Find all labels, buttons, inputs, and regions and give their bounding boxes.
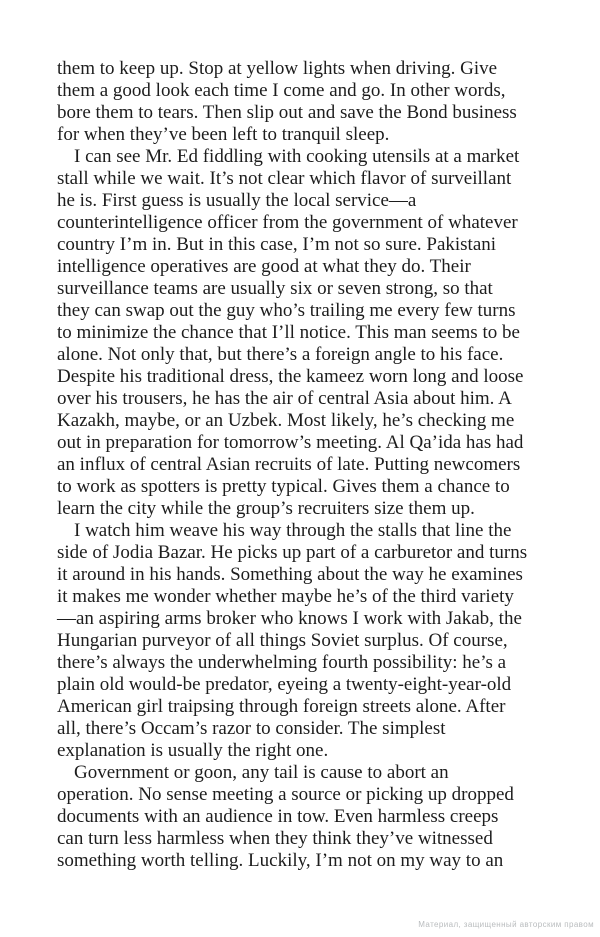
text-line: them a good look each time I come and go. In other words, xyxy=(57,80,506,101)
text-line: out in preparation for tomorrow’s meeting. Al Qa’ida has had xyxy=(57,432,524,453)
text-line: counterintelligence officer from the government of whatever xyxy=(57,212,518,233)
text-line: he is. First guess is usually the local service—a xyxy=(57,190,417,211)
text-line: Despite his traditional dress, the kameez worn long and loose xyxy=(57,366,524,387)
text-line: intelligence operatives are good at what they do. Their xyxy=(57,256,471,277)
text-line: plain old would-be predator, eyeing a twenty-eight-year-old xyxy=(57,674,512,695)
text-line: can turn less harmless when they think they’ve witnessed xyxy=(57,828,493,849)
text-line: alone. Not only that, but there’s a foreign angle to his face. xyxy=(57,344,504,365)
text-line: I can see Mr. Ed fiddling with cooking utensils at a market xyxy=(74,146,520,167)
text-line: there’s always the underwhelming fourth possibility: he’s a xyxy=(57,652,507,673)
text-line: over his trousers, he has the air of central Asia about him. A xyxy=(57,388,512,409)
text-line: something worth telling. Luckily, I’m not on my way to an xyxy=(57,850,504,871)
text-line: learn the city while the group’s recruiters size them up. xyxy=(57,498,475,519)
text-line: to work as spotters is pretty typical. Gives them a chance to xyxy=(57,476,510,497)
text-line: American girl traipsing through foreign streets alone. After xyxy=(57,696,506,717)
text-line: to minimize the chance that I’ll notice. This man seems to be xyxy=(57,322,520,343)
text-line: surveillance teams are usually six or seven strong, so that xyxy=(57,278,493,299)
text-line: —an aspiring arms broker who knows I work with Jakab, the xyxy=(57,608,522,629)
text-line: explanation is usually the right one. xyxy=(57,740,329,761)
text-line: Government or goon, any tail is cause to abort an xyxy=(74,762,449,783)
copyright-watermark: Материал, защищенный авторским правом xyxy=(418,920,594,929)
text-line: they can swap out the guy who’s trailing me every few turns xyxy=(57,300,516,321)
text-line: side of Jodia Bazar. He picks up part of a carburetor and turns xyxy=(57,542,528,563)
text-line: it makes me wonder whether maybe he’s of the third variety xyxy=(57,586,514,607)
text-line: operation. No sense meeting a source or picking up dropped xyxy=(57,784,514,805)
text-line: I watch him weave his way through the stalls that line the xyxy=(74,520,512,541)
text-line: an influx of central Asian recruits of late. Putting newcomers xyxy=(57,454,521,475)
text-line: Hungarian purveyor of all things Soviet surplus. Of course, xyxy=(57,630,508,651)
text-line: it around in his hands. Something about the way he examines xyxy=(57,564,523,585)
text-line: all, there’s Occam’s razor to consider. The simplest xyxy=(57,718,446,739)
text-line: bore them to tears. Then slip out and save the Bond business xyxy=(57,102,517,123)
text-line: documents with an audience in tow. Even harmless creeps xyxy=(57,806,499,827)
body-text xyxy=(57,58,562,872)
text-line: country I’m in. But in this case, I’m not so sure. Pakistani xyxy=(57,234,497,255)
text-line: stall while we wait. It’s not clear which flavor of surveillant xyxy=(57,168,512,189)
text-line: for when they’ve been left to tranquil sleep. xyxy=(57,124,390,145)
text-line: Kazakh, maybe, or an Uzbek. Most likely, he’s checking me xyxy=(57,410,515,431)
text-line: them to keep up. Stop at yellow lights when driving. Give xyxy=(57,58,498,79)
